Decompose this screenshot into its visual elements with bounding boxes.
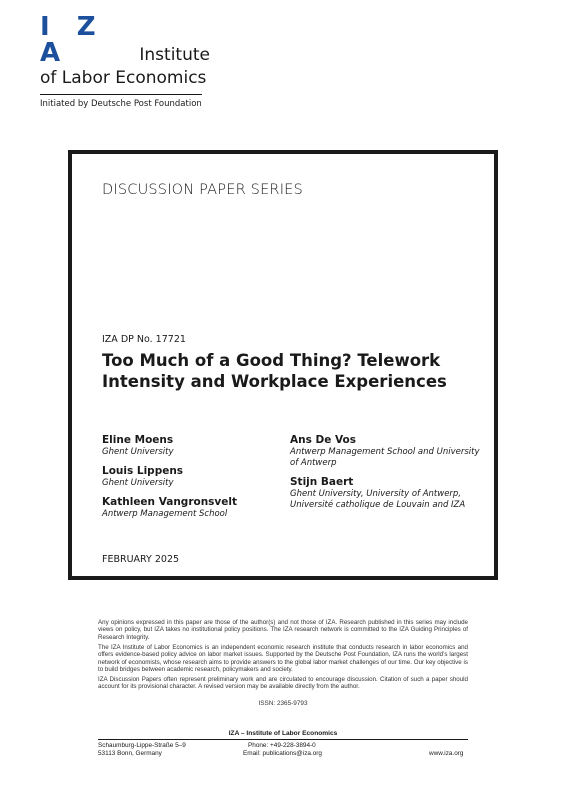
contact-email[interactable]: Email: publications@iza.org — [243, 750, 322, 757]
logo-letters: I Z A — [40, 12, 105, 68]
footer-title: IZA – Institute of Labor Economics — [228, 730, 338, 737]
author-name: Louis Lippens — [102, 465, 184, 477]
address-street: Schaumburg-Lippe-Straße 5–9 — [98, 742, 186, 749]
series-title: DISCUSSION PAPER SERIES — [102, 182, 303, 198]
footer-website-link[interactable]: www.iza.org — [429, 750, 464, 757]
author-affiliation: Ghent University, University of Antwerp, Université catholique de Louvain and IZA — [290, 489, 466, 510]
contact-phone: Phone: +49-228-3894-0 — [248, 742, 316, 749]
logo-institute-word: Institute — [139, 45, 210, 65]
footer-contact — [243, 742, 322, 758]
author-affiliation: Ghent University — [102, 447, 174, 457]
author-entry — [290, 476, 480, 511]
disclaimer — [98, 619, 468, 693]
author-affiliation: Antwerp Management School and University of Antwerp — [290, 447, 480, 468]
author-name: Kathleen Vangronsvelt — [102, 496, 238, 508]
logo-divider — [40, 94, 202, 95]
disclaimer-preliminary: IZA Discussion Papers often represent preliminary work and are circulated to encourage discussion. Citation of such a paper should account for its provisional character. A revised version may be available directly from the author. — [98, 675, 468, 691]
disclaimer-opinions: Any opinions expressed in this paper are those of the author(s) and not those of IZA. Research published in this series may include views on policy, but IZA takes no institutional policy positions. The IZA research network is committed to the IZA Guiding Principles of Research Integrity. — [98, 619, 468, 641]
footer-divider — [98, 739, 468, 740]
author-entry — [102, 434, 282, 458]
authors-right-column — [290, 434, 480, 518]
author-affiliation: Ghent University — [102, 478, 174, 488]
logo-subtitle: of Labor Economics — [40, 68, 207, 88]
iza-logo — [40, 12, 210, 90]
publication-date: FEBRUARY 2025 — [102, 554, 180, 565]
address-city: 53113 Bonn, Germany — [98, 750, 162, 757]
dp-number: IZA DP No. 17721 — [102, 334, 186, 345]
author-name: Stijn Baert — [290, 476, 354, 488]
disclaimer-about: The IZA Institute of Labor Economics is an independent economic research institute that conducts research in labor economics and offers evidence-based policy advice on labor market issues. Supported by the Deutsche Post Foundation, IZA runs the world’s largest network of economists, whose research aims to provide answers to the global labor market challenges of our time. Our key objective is to build bridges between academic research, policymakers and society. — [98, 643, 468, 673]
authors-left-column — [102, 434, 282, 527]
author-name: Ans De Vos — [290, 434, 357, 446]
author-entry — [102, 465, 282, 489]
cover-frame — [68, 150, 498, 580]
paper-title: Too Much of a Good Thing? Telework Intensity and Workplace Experiences — [102, 351, 447, 391]
author-entry — [102, 496, 282, 520]
author-entry — [290, 434, 480, 469]
issn: ISSN: 2365-9793 — [258, 700, 308, 707]
footer-address — [98, 742, 186, 758]
author-affiliation: Antwerp Management School — [102, 509, 228, 519]
author-name: Eline Moens — [102, 434, 174, 446]
logo-tagline: Initiated by Deutsche Post Foundation — [40, 99, 202, 109]
